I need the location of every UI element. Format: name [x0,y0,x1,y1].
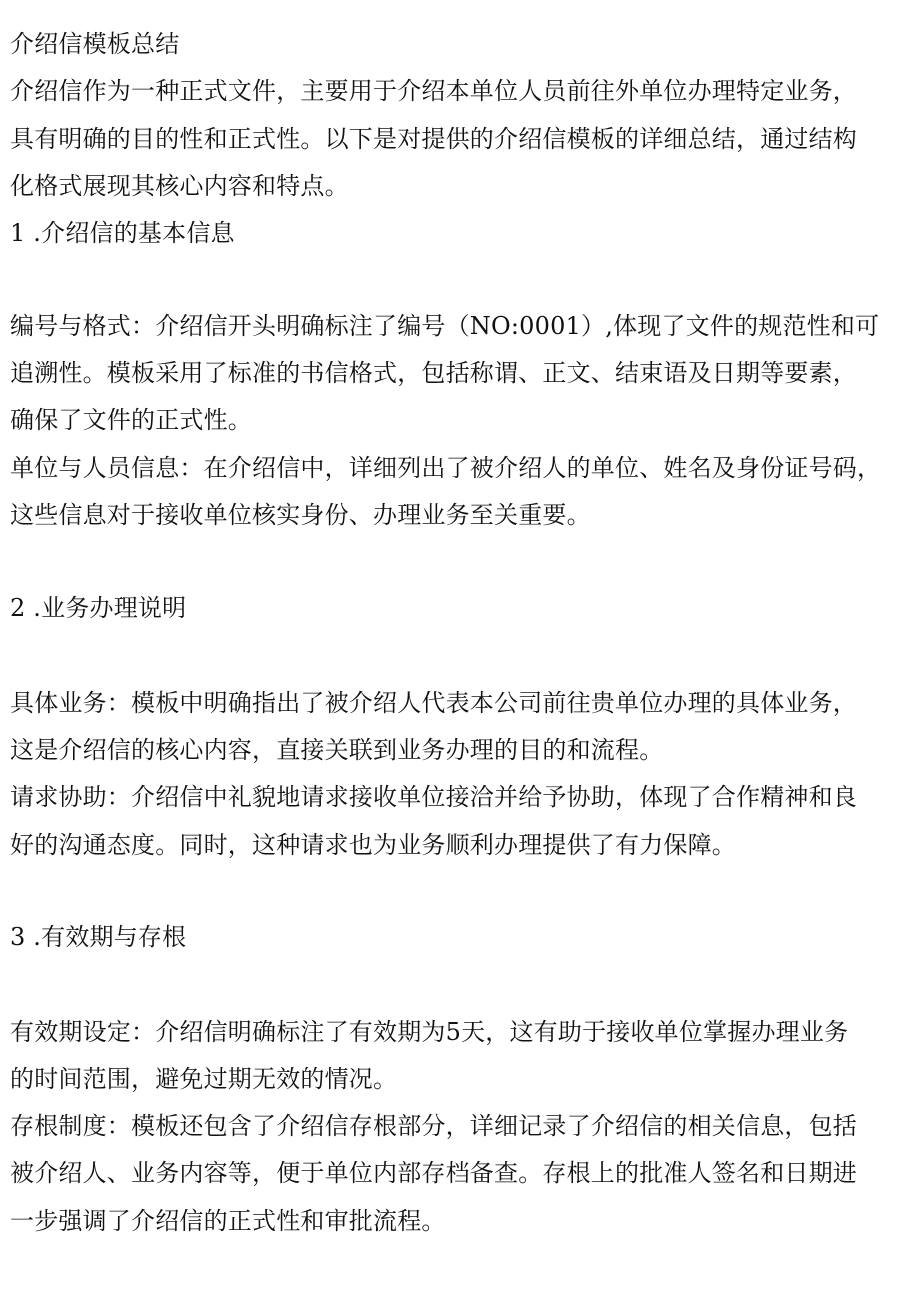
section-2-para-1-line-1: 具体业务：模板中明确指出了被介绍人代表本公司前往贵单位办理的具体业务， [10,689,857,717]
section-2-para-2-line-2: 好的沟通态度。同时，这种请求也为业务顺利办理提供了有力保障。 [10,831,736,859]
section-3-heading: 3 .有效期与存根 [10,923,187,951]
section-2-para-1-line-2: 这是介绍信的核心内容，直接关联到业务办理的目的和流程。 [10,736,664,764]
section-1-heading: 1 .介绍信的基本信息 [10,219,235,247]
intro-line-1: 介绍信作为一种正式文件，主要用于介绍本单位人员前往外单位办理特定业务， [10,77,857,105]
section-3-para-2-line-2: 被介绍人、业务内容等，便于单位内部存档备查。存根上的批准人签名和日期进 [10,1159,857,1187]
section-3-para-1-line-1: 有效期设定：介绍信明确标注了有效期为5天，这有助于接收单位掌握办理业务 [10,1018,849,1046]
section-1-para-1-line-2: 追溯性。模板采用了标准的书信格式，包括称谓、正文、结束语及日期等要素， [10,359,857,387]
section-1-para-2-line-2: 这些信息对于接收单位核实身份、办理业务至关重要。 [10,501,591,529]
document-title: 介绍信模板总结 [10,30,180,58]
intro-line-3: 化格式展现其核心内容和特点。 [10,172,349,200]
section-3-para-2-line-3: 一步强调了介绍信的正式性和审批流程。 [10,1207,446,1235]
section-2-heading: 2 .业务办理说明 [10,594,187,622]
section-3-para-2-line-1: 存根制度：模板还包含了介绍信存根部分，详细记录了介绍信的相关信息，包括 [10,1112,857,1140]
section-3-para-1-line-2: 的时间范围，避免过期无效的情况。 [10,1065,398,1093]
section-2-para-2-line-1: 请求协助：介绍信中礼貌地请求接收单位接洽并给予协助，体现了合作精神和良 [10,783,857,811]
section-1-para-1-line-3: 确保了文件的正式性。 [10,406,252,434]
section-1-para-1-line-1: 编号与格式：介绍信开头明确标注了编号（NO:0001）,体现了文件的规范性和可 [10,312,880,340]
section-1-para-2-line-1: 单位与人员信息：在介绍信中，详细列出了被介绍人的单位、姓名及身份证号码， [10,454,882,482]
intro-line-2: 具有明确的目的性和正式性。以下是对提供的介绍信模板的详细总结，通过结构 [10,125,857,153]
